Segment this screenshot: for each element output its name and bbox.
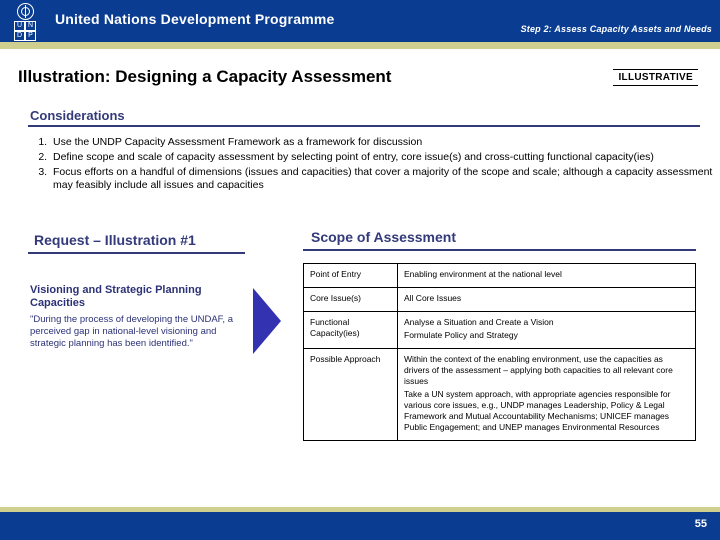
organization-name: United Nations Development Programme [55,11,335,27]
header-accent-band [0,42,720,49]
row-label: Core Issue(s) [304,288,398,312]
illustrative-badge: ILLUSTRATIVE [613,69,698,86]
scope-divider [303,249,696,251]
row-value-line: Formulate Policy and Strategy [404,330,518,340]
request-quote: "During the process of developing the UNDAF, a perceived gap in national-level visioning and strategic planning has been identified." [30,314,233,349]
undp-logo [12,3,38,39]
scope-table [303,263,696,441]
footer-bar [0,512,720,540]
considerations-divider [28,125,700,127]
considerations-list [28,136,720,194]
list-item: 2. Define scope and scale of capacity assessment by selecting point of entry, core issue(s) and cross-cutting functional capacity(ies) [50,151,720,164]
table-row [304,312,696,349]
undp-letters [14,21,36,41]
row-value [398,264,696,288]
row-value-line: Within the context of the enabling environment, use the capacities as drivers of the assessment – applying both capacities to all relevant core issues [404,354,673,386]
row-value-line: Analyse a Situation and Create a Vision [404,317,554,327]
step-label: Step 2: Assess Capacity Assets and Needs [520,24,712,34]
row-value-line: Take a UN system approach, with appropriate agencies responsible for various core issues, e.g., UNDP manages Leadership, Policy & Legal Framework and Mutual Accountability Mechanisms; UNICEF manages Public Engagement; and UNEP manages Environmental Resources [404,389,671,432]
row-label: Functional Capacity(ies) [304,312,398,349]
table-row [304,264,696,288]
row-label: Point of Entry [304,264,398,288]
right-arrow-icon [253,288,281,354]
row-value [398,349,696,441]
row-value-line: All Core Issues [404,293,462,303]
row-label: Possible Approach [304,349,398,441]
logo-letter-u: U [14,21,25,31]
un-emblem-icon [17,3,34,20]
page-number: 55 [694,518,707,530]
table-row [304,349,696,441]
list-item: 3. Focus efforts on a handful of dimensions (issues and capacities) that cover a majority of the scope and scale; although a capacity assessment may feasibly include all issues and capacities [50,166,720,192]
logo-letter-p: P [25,31,36,41]
table-row [304,288,696,312]
request-divider [28,252,245,254]
logo-letter-n: N [25,21,36,31]
list-item: 1. Use the UNDP Capacity Assessment Framework as a framework for discussion [50,136,720,149]
logo-letter-d: D [14,31,25,41]
request-subheading: Visioning and Strategic Planning Capacities [30,284,202,309]
scope-heading: Scope of Assessment [311,229,456,245]
row-value [398,288,696,312]
row-value-line: Enabling environment at the national level [404,269,562,279]
row-value [398,312,696,349]
request-heading: Request – Illustration #1 [34,232,196,248]
page-title: Illustration: Designing a Capacity Assessment [18,67,392,86]
considerations-heading: Considerations [30,108,125,123]
